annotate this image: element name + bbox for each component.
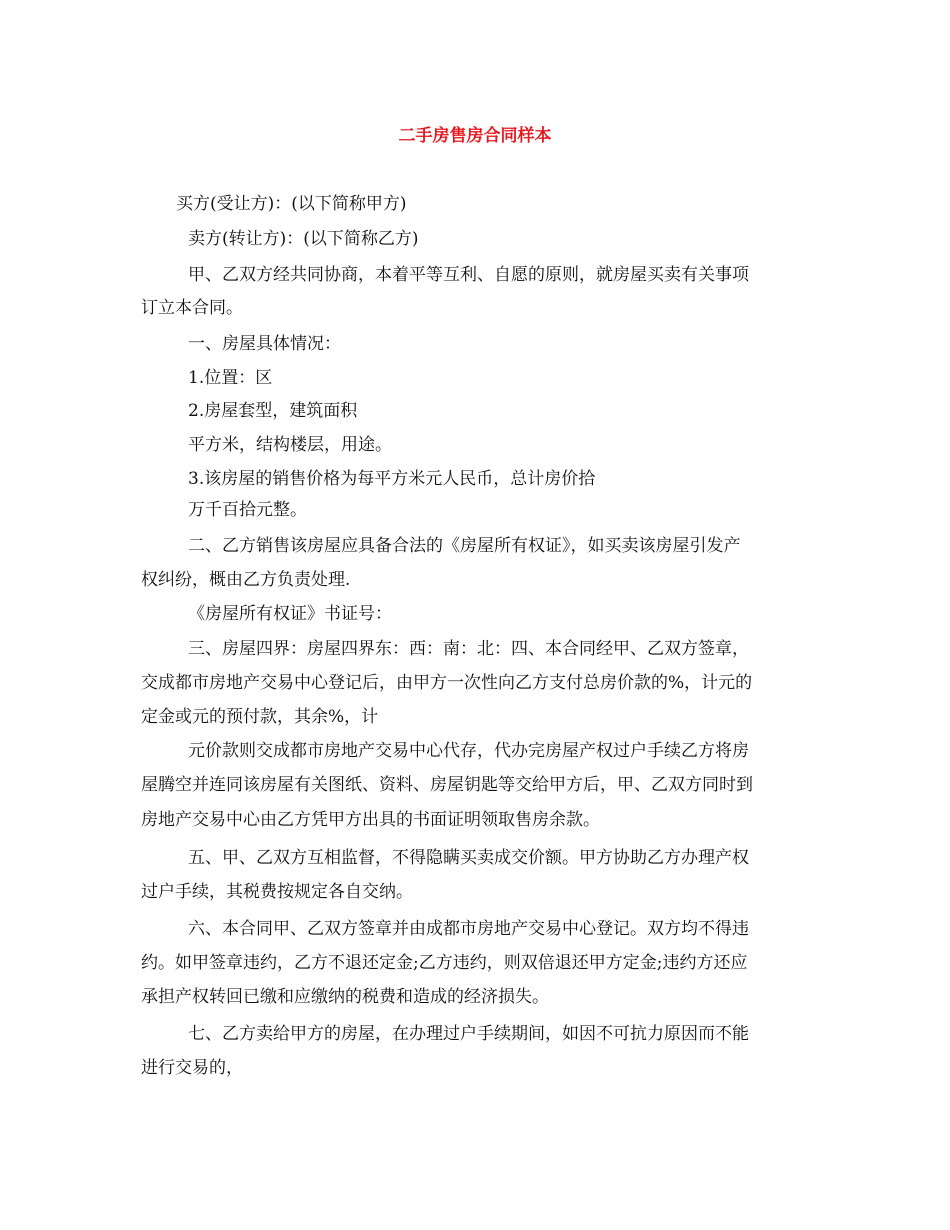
- document-title: 二手房售房合同样本: [398, 126, 552, 146]
- paragraph-line: 1.位置：区: [188, 368, 273, 388]
- paragraph-line: 平方米，结构楼层，用途。: [188, 435, 392, 455]
- paragraph-line: 交成都市房地产交易中心登记后，由甲方一次性向乙方支付总房价款的%，计元的: [141, 673, 753, 693]
- seller-line: 卖方(转让方)：(以下简称乙方): [188, 229, 419, 249]
- buyer-line: 买方(受让方)：(以下简称甲方): [176, 194, 407, 214]
- paragraph-line: 承担产权转回已缴和应缴纳的税费和造成的经济损失。: [141, 987, 549, 1007]
- paragraph-line: 甲、乙双方经共同协商，本着平等互利、自愿的原则，就房屋买卖有关事项: [188, 265, 749, 285]
- paragraph-line: 3.该房屋的销售价格为每平方米元人民币，总计房价拾: [188, 469, 596, 489]
- paragraph-line: 《房屋所有权证》书证号：: [188, 604, 392, 624]
- paragraph-line: 权纠纷，概由乙方负责处理.: [141, 570, 351, 590]
- paragraph-line: 房地产交易中心由乙方凭甲方出具的书面证明领取售房余款。: [141, 810, 600, 830]
- paragraph-line: 六、本合同甲、乙双方签章并由成都市房地产交易中心登记。双方均不得违: [188, 919, 749, 939]
- section-heading: 一、房屋具体情况：: [188, 334, 341, 354]
- paragraph-line: 定金或元的预付款，其余%，计: [141, 707, 379, 727]
- paragraph-line: 三、房屋四界：房屋四界东：西：南：北：四、本合同经甲、乙双方签章，: [188, 639, 749, 659]
- paragraph-line: 七、乙方卖给甲方的房屋，在办理过户手续期间，如因不可抗力原因而不能: [188, 1024, 749, 1044]
- paragraph-line: 约。如甲签章违约，乙方不退还定金;乙方违约，则双倍退还甲方定金;违约方还应: [141, 953, 748, 973]
- paragraph-line: 2.房屋套型，建筑面积: [188, 401, 358, 421]
- paragraph-line: 屋腾空并连同该房屋有关图纸、资料、房屋钥匙等交给甲方后，甲、乙双方同时到: [141, 775, 753, 795]
- paragraph-line: 过户手续，其税费按规定各自交纳。: [141, 882, 413, 902]
- paragraph-line: 五、甲、乙双方互相监督，不得隐瞒买卖成交价额。甲方协助乙方办理产权: [188, 848, 749, 868]
- paragraph-line: 进行交易的，: [141, 1058, 243, 1078]
- paragraph-line: 二、乙方销售该房屋应具备合法的《房屋所有权证》，如买卖该房屋引发产: [188, 536, 741, 556]
- paragraph-line: 万千百拾元整。: [188, 500, 307, 520]
- paragraph-line: 元价款则交成都市房地产交易中心代存，代办完房屋产权过户手续乙方将房: [188, 741, 749, 761]
- paragraph-line: 订立本合同。: [141, 298, 243, 318]
